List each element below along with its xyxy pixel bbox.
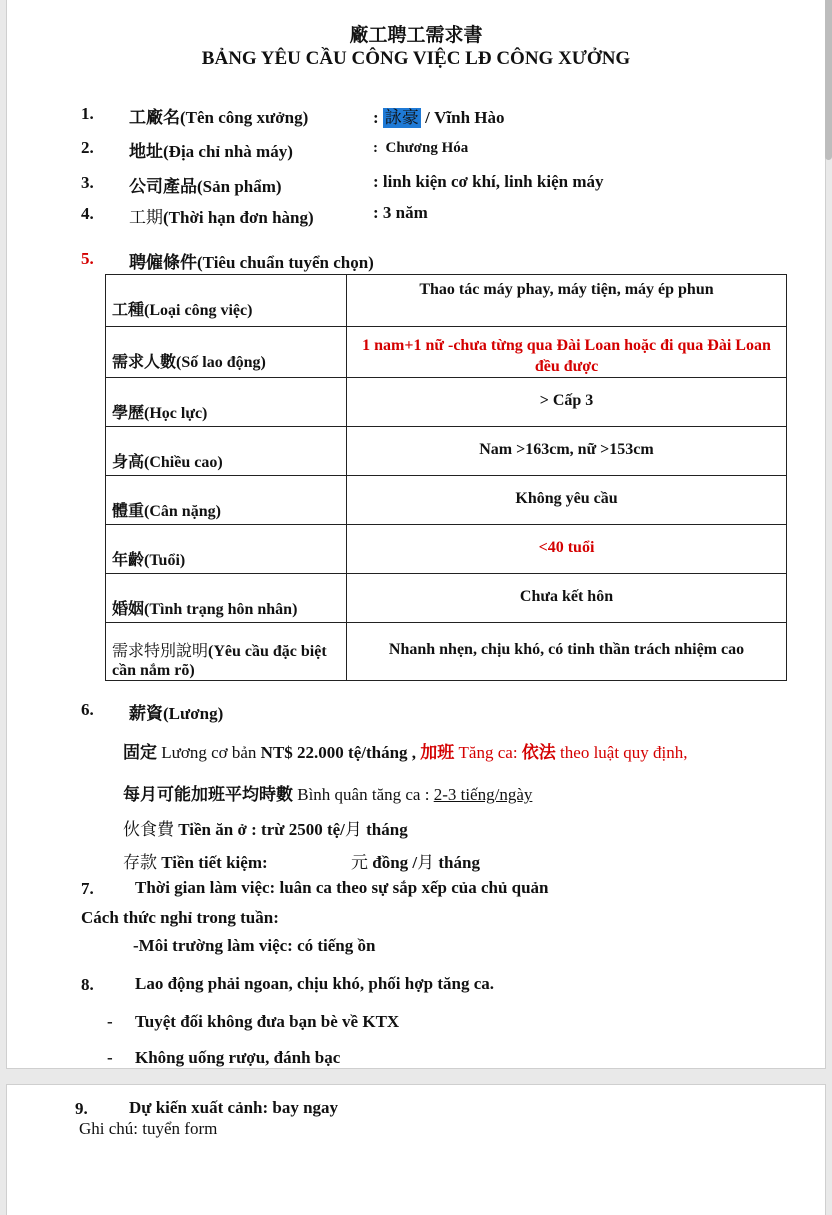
item-7-number: 7.: [81, 879, 94, 898]
item-1-value: [373, 103, 505, 128]
salary-label-cn: 薪資: [129, 704, 163, 724]
special-requirements-value: Nhanh nhẹn, chịu khó, có tinh thần trách nhiệm cao: [347, 623, 787, 681]
table-row: [106, 378, 787, 427]
title-vietnamese: BẢNG YÊU CẦU CÔNG VIỆC LĐ CÔNG XƯỞNG: [201, 48, 631, 69]
row-label-cn: 婚姻: [112, 599, 145, 618]
rule-no-alcohol: Không uống rượu, đánh bạc: [135, 1048, 341, 1067]
item-1-label-vn: (Tên công xưởng): [180, 108, 309, 127]
item-1-number: 1.: [81, 104, 94, 123]
document-page-2: [6, 1084, 826, 1215]
item-3-label: [129, 172, 282, 197]
savings-unit: [351, 848, 480, 873]
row-label-vn: (Yêu cầu đặc biệt cần nắm rõ): [112, 643, 327, 679]
item-1-label-cn: 工廠名: [129, 108, 180, 128]
table-row: [106, 427, 787, 476]
avg-overtime-value: 2-3 tiếng/ngày: [433, 785, 533, 804]
note: Ghi chú: tuyển form: [79, 1119, 218, 1138]
table-row: [106, 327, 787, 378]
worker-conduct: Lao động phải ngoan, chịu khó, phối hợp tăng ca.: [135, 974, 494, 993]
savings-month-cn: 月: [417, 853, 435, 873]
term-value: : 3 năm: [373, 203, 428, 222]
item-2-label-vn: (Địa chỉ nhà máy): [163, 142, 293, 161]
item-5-number: 5.: [81, 249, 94, 268]
row-label: [106, 327, 347, 378]
avg-overtime-cn: 每月可能加班平均時數: [123, 785, 293, 805]
row-label: [106, 525, 347, 574]
item-3-label-vn: (Sản phẩm): [197, 177, 282, 196]
row-label: [106, 378, 347, 427]
item-3-number: 3.: [81, 173, 94, 192]
item-6-label: [129, 699, 223, 724]
work-environment: -Môi trường làm việc: có tiếng ồn: [133, 936, 376, 955]
table-row: [106, 623, 787, 681]
marital-value: Chưa kết hôn: [347, 574, 787, 623]
base-salary-amount: NT$ 22.000 tệ/tháng ,: [260, 743, 421, 762]
row-label-cn: 學歷: [112, 403, 145, 422]
rest-schedule: Cách thức nghỉ trong tuần:: [81, 908, 279, 927]
item-4-label: [129, 203, 314, 228]
food-cn: 伙食費: [123, 820, 174, 840]
bullet-dash: -: [107, 1012, 113, 1031]
row-label-cn: 年齡: [112, 550, 145, 569]
item-2-label-cn: 地址: [129, 142, 163, 162]
row-label-cn: 需求特別說明: [112, 641, 209, 660]
food-month-vn: tháng: [361, 820, 408, 839]
height-value: Nam >163cm, nữ >153cm: [347, 427, 787, 476]
bullet-dash: -: [107, 1048, 113, 1067]
row-label-vn: (Cân nặng): [144, 503, 221, 520]
savings-month-vn: tháng: [434, 853, 480, 872]
item-2-label: [129, 137, 293, 162]
departure-info: Dự kiến xuất cảnh: bay ngay: [129, 1098, 339, 1117]
row-label-cn: 身高: [112, 452, 145, 471]
row-label-vn: (Tình trạng hôn nhân): [144, 601, 298, 618]
item-2-colon: :: [373, 140, 378, 156]
item-4-label-vn: (Thời hạn đơn hàng): [163, 208, 314, 227]
requirements-table: [105, 274, 787, 681]
savings-unit-cn: 元: [351, 853, 368, 873]
item-4-label-cn: 工期: [129, 208, 163, 228]
item-6-number: 6.: [81, 700, 94, 719]
item-5-label-vn: (Tiêu chuẩn tuyển chọn): [197, 253, 374, 272]
overtime-average-line: [123, 780, 532, 805]
item-5-label: [129, 248, 374, 273]
item-9-number: 9.: [75, 1099, 88, 1118]
row-label-vn: (Loại công việc): [144, 302, 253, 319]
item-2-value: [373, 140, 468, 157]
food-fee-line: [123, 815, 408, 840]
work-time: Thời gian làm việc: luân ca theo sự sắp xếp của chủ quản: [135, 878, 549, 897]
table-row: [106, 574, 787, 623]
row-label: [106, 476, 347, 525]
row-label-cn: 體重: [112, 501, 145, 520]
row-label-vn: (Số lao động): [176, 354, 266, 371]
weight-value: Không yêu cầu: [347, 476, 787, 525]
overtime-cn: 加班: [420, 743, 455, 763]
overtime-vn: Tăng ca:: [454, 743, 522, 762]
savings-vn: Tiền tiết kiệm:: [157, 853, 268, 872]
rule-no-friends: Tuyệt đối không đưa bạn bè về KTX: [135, 1012, 400, 1031]
avg-overtime-vn: Bình quân tăng ca :: [293, 785, 434, 804]
headcount-value: 1 nam+1 nữ -chưa từng qua Đài Loan hoặc đi qua Đài Loan đều được: [347, 327, 787, 378]
item-1-colon: :: [373, 108, 379, 127]
row-label: [106, 623, 347, 681]
salary-fixed-line: [123, 738, 688, 763]
row-label: [106, 275, 347, 327]
item-8-number: 8.: [81, 975, 94, 994]
row-label: [106, 427, 347, 476]
salary-label-vn: (Lương): [163, 704, 224, 723]
food-month-cn: 月: [344, 820, 362, 840]
row-label-vn: (Học lực): [144, 405, 208, 422]
table-row: [106, 525, 787, 574]
age-value: <40 tuổi: [347, 525, 787, 574]
table-row: [106, 476, 787, 525]
job-type-value: Thao tác máy phay, máy tiện, máy ép phun: [347, 275, 787, 327]
table-row: [106, 275, 787, 327]
law-vn: theo luật quy định,: [555, 743, 688, 762]
factory-name-vn: / Vĩnh Hào: [420, 108, 505, 127]
row-label-cn: 工種: [112, 300, 145, 319]
savings-unit-vn: đồng /: [368, 853, 418, 872]
item-4-number: 4.: [81, 204, 94, 223]
item-5-label-cn: 聘僱條件: [129, 253, 197, 273]
row-label-cn: 需求人數: [112, 352, 177, 371]
row-label-vn: (Chiều cao): [144, 454, 223, 471]
item-2-number: 2.: [81, 138, 94, 157]
law-cn: 依法: [521, 743, 556, 763]
row-label: [106, 574, 347, 623]
item-3-label-cn: 公司產品: [129, 177, 197, 197]
fixed-cn: 固定: [123, 743, 157, 763]
savings-line: [123, 848, 268, 873]
row-label-vn: (Tuổi): [144, 552, 186, 569]
title-chinese: 廠工聘工需求書: [349, 24, 483, 46]
address-value: Chương Hóa: [385, 140, 469, 156]
products-value: : linh kiện cơ khí, linh kiện máy: [373, 172, 604, 191]
education-value: > Cấp 3: [347, 378, 787, 427]
scrollbar-thumb[interactable]: [825, 0, 832, 160]
factory-name-cn: 詠豪: [384, 108, 419, 128]
savings-cn: 存款: [123, 853, 157, 873]
fixed-vn: Lương cơ bản: [157, 743, 261, 762]
food-vn: Tiền ăn ở : trừ 2500 tệ/: [174, 820, 345, 839]
document-page-1: [6, 0, 826, 1069]
item-1-label: [129, 103, 308, 128]
